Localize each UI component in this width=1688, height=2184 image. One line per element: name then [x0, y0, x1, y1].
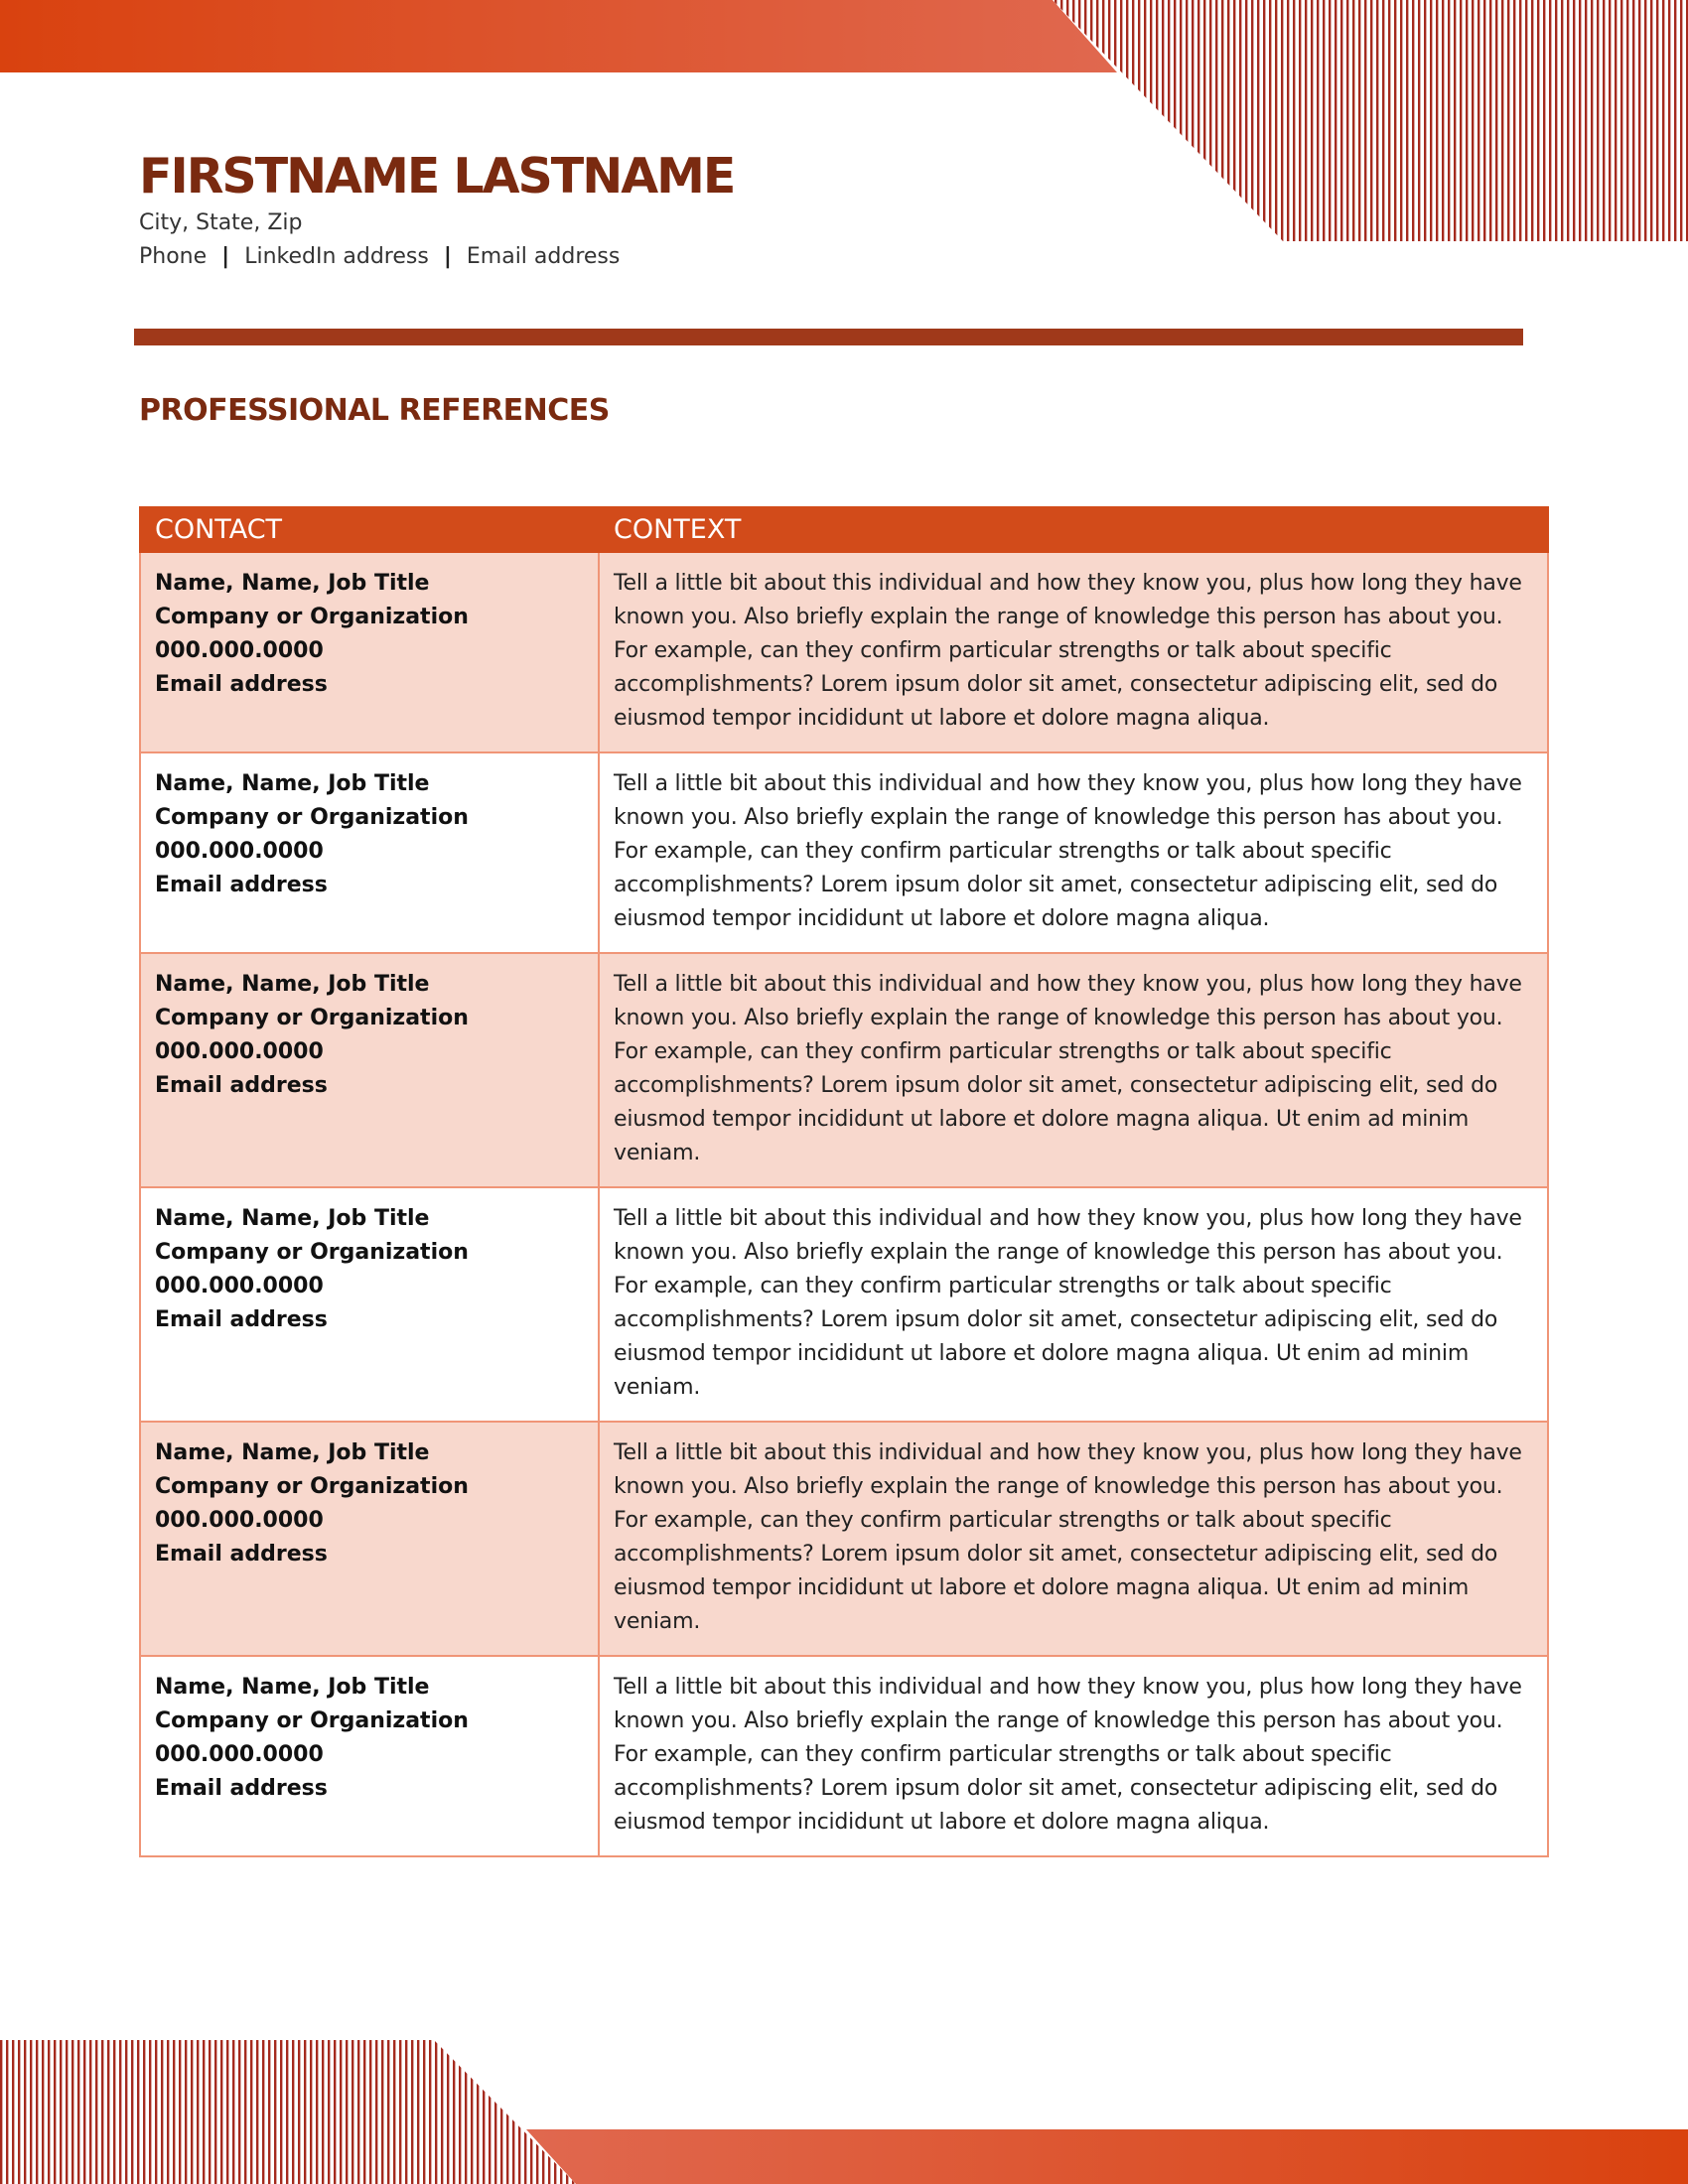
separator: | [443, 244, 452, 269]
contact-cell [140, 953, 599, 1187]
section-title: PROFESSIONAL REFERENCES [139, 393, 610, 428]
separator: | [221, 244, 230, 269]
context-cell: Tell a little bit about this individual and how they know you, plus how long they have known you. Also briefly explain the range of knowledge this person has about you. For example, can they confirm particular strengths or talk about specific accomplishments? Lorem ipsum dolor sit amet, consectetur adipiscing elit, sed do eiusmod tempor incididunt ut labore et dolore magna aliqua. [599, 1656, 1548, 1856]
reference-phone: 000.000.0000 [155, 1742, 324, 1767]
context-cell: Tell a little bit about this individual and how they know you, plus how long they have known you. Also briefly explain the range of knowledge this person has about you. For example, can they confirm particular strengths or talk about specific accomplishments? Lorem ipsum dolor sit amet, consectetur adipiscing elit, sed do eiusmod tempor incididunt ut labore et dolore magna aliqua. Ut enim ad minim veniam. [599, 1187, 1548, 1422]
reference-email: Email address [155, 1776, 328, 1801]
reference-email: Email address [155, 1542, 328, 1567]
table-header-row [140, 507, 1548, 552]
column-header-contact: CONTACT [140, 507, 599, 552]
reference-email: Email address [155, 1073, 328, 1098]
email-text: Email address [466, 244, 621, 269]
reference-company: Company or Organization [155, 805, 469, 830]
table-row [140, 552, 1548, 752]
reference-name: Name, Name, Job Title [155, 571, 430, 596]
reference-email: Email address [155, 1307, 328, 1332]
reference-name: Name, Name, Job Title [155, 972, 430, 997]
context-cell: Tell a little bit about this individual and how they know you, plus how long they have known you. Also briefly explain the range of knowledge this person has about you. For example, can they confirm particular strengths or talk about specific accomplishments? Lorem ipsum dolor sit amet, consectetur adipiscing elit, sed do eiusmod tempor incididunt ut labore et dolore magna aliqua. [599, 752, 1548, 953]
reference-company: Company or Organization [155, 1708, 469, 1733]
contact-cell [140, 1422, 599, 1656]
references-table [139, 506, 1549, 1857]
candidate-name: FIRSTNAME LASTNAME [139, 148, 735, 205]
reference-name: Name, Name, Job Title [155, 1675, 430, 1700]
contact-cell [140, 1656, 599, 1856]
reference-name: Name, Name, Job Title [155, 1206, 430, 1231]
reference-phone: 000.000.0000 [155, 1508, 324, 1533]
table-row [140, 752, 1548, 953]
top-orange-bar [0, 0, 1117, 72]
context-cell: Tell a little bit about this individual and how they know you, plus how long they have known you. Also briefly explain the range of knowledge this person has about you. For example, can they confirm particular strengths or talk about specific accomplishments? Lorem ipsum dolor sit amet, consectetur adipiscing elit, sed do eiusmod tempor incididunt ut labore et dolore magna aliqua. Ut enim ad minim veniam. [599, 953, 1548, 1187]
contact-cell [140, 752, 599, 953]
phone-text: Phone [139, 244, 208, 269]
table-row [140, 1656, 1548, 1856]
context-cell: Tell a little bit about this individual and how they know you, plus how long they have known you. Also briefly explain the range of knowledge this person has about you. For example, can they confirm particular strengths or talk about specific accomplishments? Lorem ipsum dolor sit amet, consectetur adipiscing elit, sed do eiusmod tempor incididunt ut labore et dolore magna aliqua. Ut enim ad minim veniam. [599, 1422, 1548, 1656]
contact-cell [140, 1187, 599, 1422]
top-stripe-pattern [1053, 0, 1688, 241]
column-header-context: CONTEXT [599, 507, 1548, 552]
table-row [140, 1187, 1548, 1422]
linkedin-text: LinkedIn address [244, 244, 429, 269]
header-divider [134, 329, 1523, 345]
reference-phone: 000.000.0000 [155, 1039, 324, 1064]
location-line: City, State, Zip [139, 210, 303, 235]
reference-company: Company or Organization [155, 1474, 469, 1499]
reference-phone: 000.000.0000 [155, 1274, 324, 1298]
table-row [140, 953, 1548, 1187]
resume-header [139, 147, 734, 274]
table-row [140, 1422, 1548, 1656]
reference-company: Company or Organization [155, 1006, 469, 1030]
contact-info-line [139, 240, 734, 274]
reference-company: Company or Organization [155, 605, 469, 629]
context-cell: Tell a little bit about this individual and how they know you, plus how long they have known you. Also briefly explain the range of knowledge this person has about you. For example, can they confirm particular strengths or talk about specific accomplishments? Lorem ipsum dolor sit amet, consectetur adipiscing elit, sed do eiusmod tempor incididunt ut labore et dolore magna aliqua. [599, 552, 1548, 752]
reference-name: Name, Name, Job Title [155, 1440, 430, 1465]
bottom-orange-bar [526, 2129, 1688, 2184]
bottom-stripe-pattern [0, 2040, 576, 2184]
reference-company: Company or Organization [155, 1240, 469, 1265]
reference-phone: 000.000.0000 [155, 839, 324, 864]
reference-email: Email address [155, 672, 328, 697]
reference-email: Email address [155, 873, 328, 897]
contact-cell [140, 552, 599, 752]
reference-name: Name, Name, Job Title [155, 771, 430, 796]
reference-phone: 000.000.0000 [155, 638, 324, 663]
